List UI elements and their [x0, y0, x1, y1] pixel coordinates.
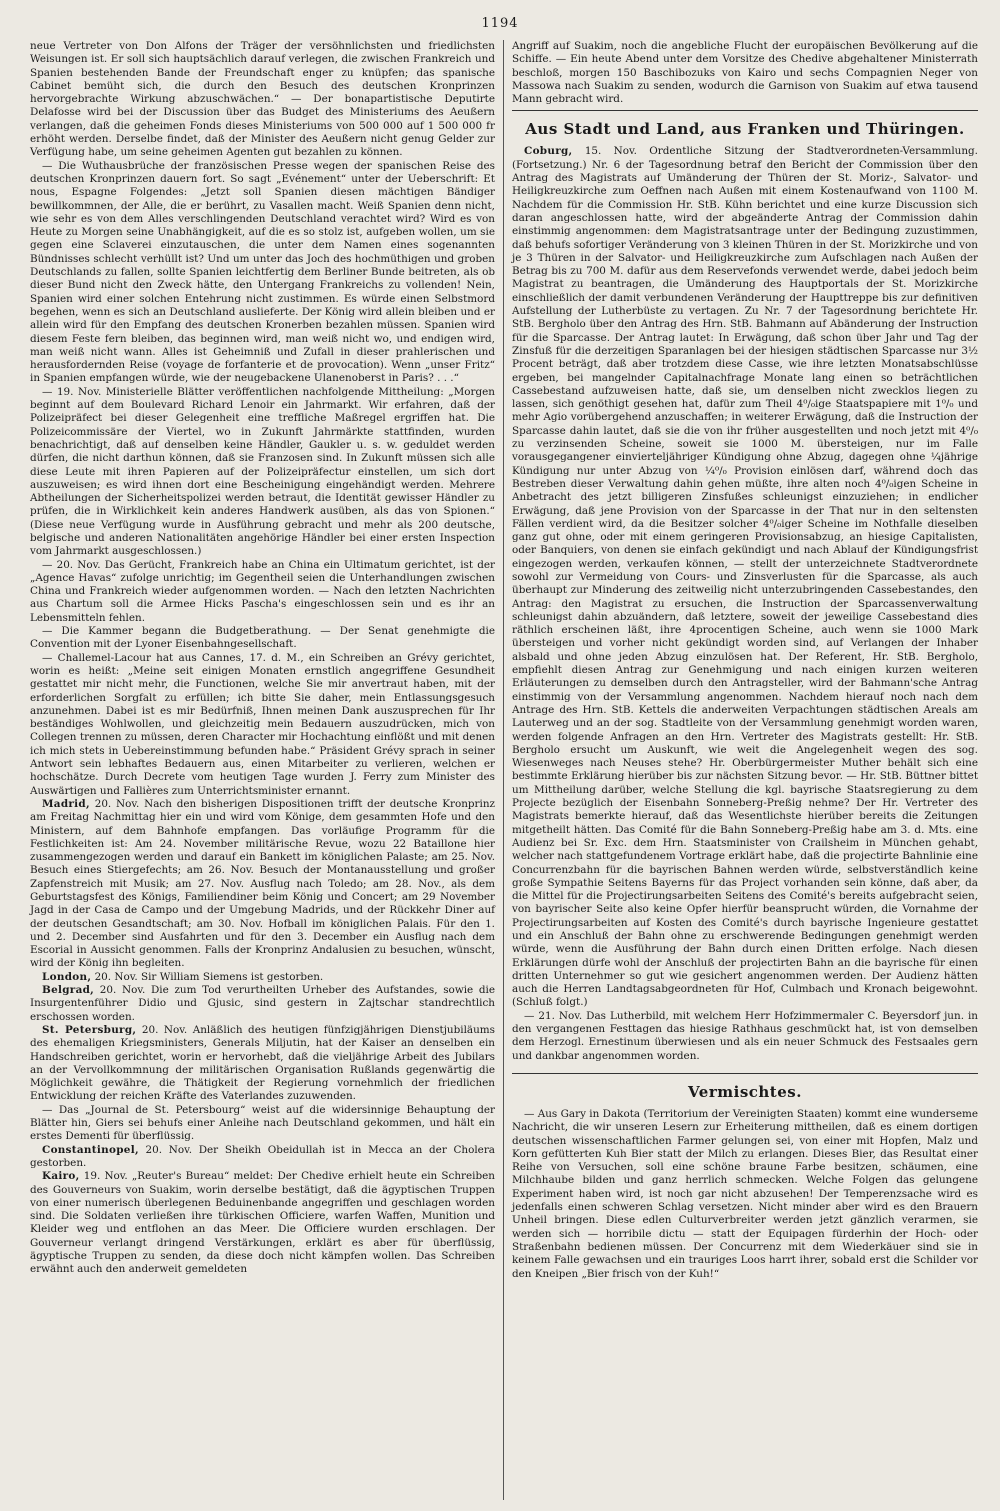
- article-paragraph: — Die Wuthausbrüche der französischen Presse wegen der spanischen Reise des deutschen Kronprinzen dauern fort. So sagt „Evénement“ unter der Ueberschrift: Et nous, Espagne Folgendes: „Jetzt soll Spanien diesen mächtigen Bändiger bewillkommnen, der Alle, die er berührt, zu Vasallen macht. Weiß Spanien denn nicht, wie sehr es von dem Alles verschlingenden Deutschland verachtet wird? Wird es von Heute zu Morgen seine Unabhängigkeit, auf die es so stolz ist, aufgeben wollen, um sie gegen eine Sclaverei einzutauschen, die unter dem Namen eines sogenannten Bündnisses schlecht verhüllt ist? Und um unter das Joch des hochmüthigen und groben Deutschlands zu fallen, sollte Spanien leichtfertig dem Berliner Bunde beitreten, als ob dieser Bund nicht den Zweck hätte, den Untergang Frankreichs zu vollenden! Nein, Spanien wird einer solchen Entehrung nicht zustimmen. Es würde einen Selbstmord begehen, wenn es sich an Deutschland auslieferte. Der König wird allein bleiben und er allein wird für den Empfang des deutschen Kronerben bezahlen müssen. Spanien wird diesem Feste fern bleiben, das beginnen wird, man weiß nicht wo, und endigen wird, man weiß nicht wann. Alles ist Geheimniß und Zufall in dieser prahlerischen und herausfordernden Reise (voyage de forfanterie et de provocation). Wenn „unser Fritz“ in Spanien empfangen würde, wie der neugebackene Ulanenoberst in Paris? . . .“: [30, 159, 495, 385]
- page-number: 1194: [481, 16, 519, 31]
- dateline: Kairo,: [42, 1170, 80, 1183]
- dateline: Belgrad,: [42, 984, 95, 997]
- dateline: London,: [42, 970, 92, 983]
- dateline: Madrid,: [42, 797, 90, 810]
- section-rule: [512, 110, 978, 111]
- article-paragraph: — Das „Journal de St. Petersbourg“ weist auf die widersinnige Behauptung der Blätter hin, Giers sei behufs einer Anleihe nach Deutschland gekommen, und hält ein erstes Dementi für überflüssig.: [30, 1103, 495, 1143]
- column-divider: [503, 40, 504, 1500]
- article-paragraph: Constantinopel, 20. Nov. Der Sheikh Obeidullah ist in Mecca an der Cholera gestorben.: [30, 1143, 495, 1169]
- article-paragraph: neue Vertreter von Don Alfons der Träger der versöhnlichsten und friedlichsten Weisungen ist. Er soll sich hauptsächlich darauf verlegen, die zwischen Frankreich und Spanien bestehenden Bande der Freundschaft enger zu knüpfen; das spanische Cabinet bemüht sich, die durch den Besuch des deutschen Kronprinzen hervorgebrachte Wirkung abzuschwächen.“ — Der bonapartistische Deputirte Delafosse wird bei der Discussion über das Budget des Ministeriums des Aeußern verlangen, daß die geheimen Fonds dieses Ministeriums von 500 000 auf 1 500 000 fr erhöht werden. Derselbe findet, daß der Minister des Aeußern nicht genug Gelder zur Verfügung habe, um seine geheimen Agenten gut bezahlen zu können.: [30, 40, 495, 159]
- article-paragraph: Madrid, 20. Nov. Nach den bisherigen Dispositionen trifft der deutsche Kronprinz am Freitag Nachmittag hier ein und wird vom Könige, dem gesammten Hofe und den Ministern, auf dem Bahnhofe empfangen. Das vorläufige Programm für die Festlichkeiten ist: Am 24. November militärische Revue, wozu 22 Bataillone hier zusammengezogen werden und darauf ein Bankett im königlichen Palaste; am 25. Nov. Besuch eines Stiergefechts; am 26. Nov. Besuch der Montanausstellung und großer Zapfenstreich mit Musik; am 27. Nov. Ausflug nach Toledo; am 28. Nov., als dem Geburtstagsfest des Königs, Familiendiner beim König und Concert; am 29 November Jagd in der Casa de Campo und der Umgebung Madrids, und der Rückkehr Diner auf der deutschen Gesandtschaft; am 30. Nov. Hofball im königlichen Palais. Für den 1. und 2. December sind Ausfahrten und für den 3. December ein Ausflug nach dem Escorial in Aussicht genommen. Falls der Kronprinz Andalusien zu besuchen, wünscht, wird der König ihn begleiten.: [30, 797, 495, 970]
- dateline: St. Petersburg,: [42, 1023, 137, 1036]
- article-paragraph: Kairo, 19. Nov. „Reuter's Bureau“ meldet: Der Chedive erhielt heute ein Schreiben des Gouverneurs von Suakim, worin derselbe bestätigt, daß die ägyptischen Truppen von einer numerisch überlegenen Beduinenbande angegriffen und geschlagen worden sind. Die Soldaten verließen ihre türkischen Officiere, warfen Waffen, Munition und Kleider weg und entflohen an das Meer. Die Officiere wurden erschlagen. Der Gouverneur verlangt dringend Verstärkungen, erklärt es aber für überflüssig, ägyptische Truppen zu senden, da diese doch nicht kämpfen wollen. Das Schreiben erwähnt auch den anderweit gemeldeten: [30, 1170, 495, 1276]
- section-heading-stadt: Aus Stadt und Land, aus Franken und Thüringen.: [525, 120, 965, 139]
- dateline: Constantinopel,: [42, 1143, 139, 1156]
- dateline: Coburg,: [524, 145, 573, 158]
- article-paragraph: St. Petersburg, 20. Nov. Anläßlich des heutigen fünfzigjährigen Dienstjubiläums des ehemaligen Kriegsministers, Generals Miljutin, hat der Kaiser an denselben ein Handschreiben gerichtet, worin er hervorhebt, daß die vieljährige Arbeit des Jubilars an der Vervollkommnung der militärischen Organisation Rußlands gegenwärtig die Möglichkeit gewähre, die Thätigkeit der Regierung vornehmlich der friedlichen Entwicklung der reichen Kräfte des Vaterlandes zuzuwenden.: [30, 1023, 495, 1103]
- article-paragraph: Belgrad, 20. Nov. Die zum Tod verurtheilten Urheber des Aufstandes, sowie die Insurgentenführer Didio und Gjusic, sind gestern in Zajtschar standrechtlich erschossen worden.: [30, 984, 495, 1023]
- article-paragraph: — Aus Gary in Dakota (Territorium der Vereinigten Staaten) kommt eine wunderseme Nachricht, die wir unseren Lesern zur Erheiterung mittheilen, daß es einem dortigen deutschen wissenschaftlichen Farmer gelungen sei, von einer mit Hopfen, Malz und Korn gefütterten Kuh Bier statt der Milch zu erlangen. Dieses Bier, das Resultat einer Reihe von Versuchen, soll eine schöne braune Farbe besitzen, schäumen, eine Milchhaube bilden und ganz herrlich schmecken. Welche Folgen das gelungene Experiment haben wird, ist noch gar nicht abzusehen! Der Temperenzsache wird es jedenfalls einen schweren Schlag versetzen. Nicht minder aber wird es den Brauern Unheil bringen. Diese edlen Culturverbreiter werden jetzt gänzlich verarmen, sie werden sich — horribile dictu — statt der Equipagen fürderhin der Hoch- oder Straßenbahn bedienen müssen. Der Concurrenz mit dem Wiederkäuer sind sie in keinem Falle gewachsen und ein trauriges Loos harrt ihrer, sobald erst die Schilder vor den Kneipen „Bier frisch von der Kuh!“: [512, 1107, 978, 1280]
- article-paragraph: London, 20. Nov. Sir William Siemens ist gestorben.: [42, 970, 324, 983]
- article-paragraph: — 19. Nov. Ministerielle Blätter veröffentlichen nachfolgende Mittheilung: „Morgen beginnt auf dem Boulevard Richard Lenoir ein Jahrmarkt. Wir erfahren, daß der Polizeipräfect bei dieser Gelegenheit eine treffliche Maßregel ergriffen hat. Die Polizeicommissäre der Viertel, wo in Zukunft Jahrmärkte stattfinden, wurden benachrichtigt, daß auf denselben keine Händler, Gaukler u. s. w. geduldet werden dürfen, die nicht darthun können, daß sie Franzosen sind. In Zukunft müssen sich alle diese Leute mit ihren Papieren auf der Polizeipräfectur einstellen, um sich dort auszuweisen; es wird ihnen dort eine Bescheinigung eingehändigt werden. Mehrere Abtheilungen der Sicherheitspolizei werden betraut, die Identität gewisser Händler zu prüfen, die in Wirklichkeit kein anderes Handwerk ausüben, als das von Spionen.“ (Diese neue Verfügung wurde in Ausführung gebracht und mehr als 200 deutsche, belgische und anderen Nationalitäten angehörige Händler bei einer ersten Inspection vom Jahrmarkt ausgeschlossen.): [30, 385, 495, 558]
- article-paragraph: Angriff auf Suakim, noch die angebliche Flucht der europäischen Bevölkerung auf die Schiffe. — Ein heute Abend unter dem Vorsitze des Chedive abgehaltener Ministerrath beschloß, morgen 150 Baschibozuks von Kairo und sechs Compagnien Neger von Massowa nach Suakim zu senden, wodurch die Garnison von Suakim auf etwa tausend Mann gebracht wird.: [512, 40, 978, 106]
- article-paragraph: — Challemel-Lacour hat aus Cannes, 17. d. M., ein Schreiben an Grévy gerichtet, worin es heißt: „Meine seit einigen Monaten ernstlich angegriffene Gesundheit gestattet mir nicht mehr, die Functionen, welche Sie mir anvertraut haben, mit der erforderlichen Sorgfalt zu erfüllen; ich bitte Sie daher, mein Entlassungsgesuch anzunehmen. Dabei ist es mir Bedürfniß, Ihnen meinen Dank auszusprechen für Ihr beständiges Wohlwollen, und gleichzeitig mein Bedauern auszudrücken, mich von Collegen trennen zu müssen, deren Character mir Hochachtung einflößt und mit denen ich mich stets in Uebereinstimmung befunden habe.“ Präsident Grévy sprach in seiner Antwort sein lebhaftes Bedauern aus, einen Mitarbeiter zu verlieren, welchen er hochschätze. Durch Decrete vom heutigen Tage wurden J. Ferry zum Minister des Auswärtigen und Fallières zum Unterrichtsminister ernannt.: [30, 651, 495, 797]
- left-column: [30, 40, 495, 1277]
- section-rule: [512, 1073, 978, 1074]
- section-heading-vermischtes: Vermischtes.: [688, 1082, 802, 1101]
- article-paragraph: — Die Kammer begann die Budgetberathung. — Der Senat genehmigte die Convention mit der Lyoner Eisenbahngesellschaft.: [30, 625, 495, 651]
- article-paragraph: — 20. Nov. Das Gerücht, Frankreich habe an China ein Ultimatum gerichtet, ist der „Agence Havas“ zufolge unrichtig; im Gegentheil seien die Unterhandlungen zwischen China und Frankreich wieder aufgenommen worden. — Nach den letzten Nachrichten aus Chartum soll die Armee Hicks Pascha's eingeschlossen sein und es ihr an Lebensmitteln fehlen.: [30, 558, 495, 624]
- article-paragraph: Coburg, 15. Nov. Ordentliche Sitzung der Stadtverordneten-Versammlung. (Fortsetzung.) Nr. 6 der Tagesordnung betraf den Bericht der Commission über den Antrag des Magistrats auf Umänderung der Thüren der St. Moriz-, Salvator- und Heiligkreuzkirche zum Oeffnen nach Außen mit einem Kostenaufwand von 1100 M. Nachdem für die Commission Hr. StB. Kühn berichtet und eine kurze Discussion sich daran angeschlossen hatte, wird der abgeänderte Antrag der Commission dahin einstimmig angenommen: dem Magistratsantrage unter der Bedingung zuzustimmen, daß behufs sofortiger Veränderung von 3 kleinen Thüren in der St. Morizkirche und von je 3 Thüren in der Salvator- und Heiligkreuzkirche zum Aufschlagen nach Außen der Betrag bis zu 700 M. dafür aus dem Reservefonds verwendet werde, dabei jedoch beim Magistrat zu beantragen, die Umänderung des Hauptportals der St. Morizkirche einschließlich der damit verbundenen Veränderung der Haupttreppe bis zur definitiven Aufstellung der Lutherbüste zu vertagen. Zu Nr. 7 der Tagesordnung berichtete Hr. StB. Bergholo über den Antrag des Hrn. StB. Bahmann auf Abänderung der Instruction für die Sparcasse. Der Antrag lautet: In Erwägung, daß schon über Jahr und Tag der Zinsfuß für die derzeitigen Sparanlagen bei der hiesigen städtischen Sparcasse nur 3½ Procent beträgt, daß aber trotzdem diese Casse, wie ihre letzten Monatsabschlüsse ergeben, bei mangelnder Capitalnachfrage Monate lang einen so beträchtlichen Cassebestand aufzuweisen hatte, daß sie, um denselben nicht zwecklos liegen zu lassen, sich genöthigt gesehen hat, dafür zum Theil 4⁰/₀ige Staatspapiere mit 1⁰/₀ und mehr Agio vorübergehend anzuschaffen; in weiterer Erwägung, daß die Instruction der Sparcasse dahin lautet, daß sie die von ihr früher ausgestellten und noch jetzt mit 4⁰/₀ zu verzinsenden Scheine, soweit sie 1000 M. übersteigen, nur im Falle vorausgegangener einvierteljähriger Kündigung ohne Abzug, dagegen ohne ¼jährige Kündigung nur unter Abzug von ¼⁰/₀ Provision einlösen darf, während doch das Bestreben dieser Verwaltung dahin gehen müßte, ihre alten noch 4⁰/₀igen Scheine in Anbetracht des jetzt billigeren Zinsfußes schleunigst einzuziehen; in endlicher Erwägung, daß jene Provision von der Sparcasse in der That nur in den seltensten Fällen verdient wird, da die Besitzer solcher 4⁰/₀iger Scheine im Nothfalle dieselben ganz gut ohne, oder mit einem geringeren Provisionsabzug, an hiesige Capitalisten, oder Banquiers, von denen sie einfach gekündigt und nach Ablauf der Kündigungsfrist eingezogen werden, verkaufen können, — stellt der unterzeichnete Stadtverordnete sowohl zur Vermeidung von Cours- und Zinsverlusten für die Sparcasse, als auch überhaupt zur Minderung des zeitweilig nicht unterzubringenden Cassebestandes, den Antrag: den Magistrat zu ersuchen, die Instruction der Sparcassenverwaltung schleunigst dahin abzuändern, daß letztere, soweit der jeweilige Cassebestand dies räthlich erscheinen läßt, ihre 4procentigen Scheine, auch wenn sie 1000 Mark übersteigen und vorher nicht gekündigt worden sind, auf Verlangen der Inhaber alsbald und ohne jeden Abzug einzulösen hat. Der Referent, Hr. StB. Bergholo, empfiehlt diesen Antrag zur Genehmigung und nach einigen kurzen weiteren Erläuterungen zu demselben durch den Antragsteller, wird der Bahmann'sche Antrag einstimmig von der Versammlung angenommen. Nachdem hierauf noch nach dem Antrage des Hrn. StB. Kettels die anderweiten Verpachtungen städtischen Areals am Lauterweg und an der sog. Stadtleite von der Versammlung genehmigt worden waren, werden folgende Anfragen an den Hrn. Vertreter des Magistrats gestellt: Hr. StB. Bergholo ersucht um Auskunft, wie weit die Angelegenheit wegen des sog. Wiesenweges nach Neuses stehe? Hr. Oberbürgermeister Muther behält sich eine bestimmte Erklärung hierüber bis zur nächsten Sitzung bevor. — Hr. StB. Büttner bittet um Mittheilung darüber, welche Stellung die kgl. bayrische Staatsregierung zu dem Projecte bezüglich der Eisenbahn Sonneberg-Preßig nehme? Der Hr. Vertreter des Magistrats bemerkte hierauf, daß das Wesentlichste hierüber bereits die Zeitungen mitgetheilt hätten. Das Comité für die Bahn Sonneberg-Preßig habe am 3. d. Mts. eine Audienz bei Sr. Exc. dem Hrn. Staatsminister von Crailsheim in München gehabt, welcher nach stattgefundenem Vortrage erklärt habe, daß die projectirte Bahnlinie eine Concurrenzbahn für die bayrischen Bahnen werden würde, selbstverständlich keine große Sympathie Seitens Bayerns für das Project vorhanden sein könne, daß aber, da die Mittel für die Projectirungsarbeiten Seitens des Comité's bereits aufgebracht seien, von bayrischer Seite also keine Opfer hierfür beansprucht würden, die Vornahme der Projectirungsarbeiten auf Kosten des Comité's durch bayrische Ingenieure gestattet und ein Anschluß der Bahn ohne zu erschwerende Bedingungen genehmigt werden würde, wenn die Ausführung der Bahn durch einen Dritten erfolge. Nach diesen Erklärungen dürfe wohl der Anschluß der projectirten Bahn an die bayrische für einen dritten Unternehmer so gut wie gesichert angenommen werden. Der Audienz hätten auch die Herren Landtagsabgeordneten für Hof, Culmbach und Kronach beigewohnt. (Schluß folgt.): [512, 145, 978, 1009]
- article-paragraph: — 21. Nov. Das Lutherbild, mit welchem Herr Hofzimmermaler C. Beyersdorf jun. in den vergangenen Festtagen das hiesige Rathhaus geschmückt hat, ist von demselben dem Herzogl. Ernestinum überwiesen und als ein neuer Schmuck des Festsaales gern und dankbar angenommen worden.: [512, 1009, 978, 1062]
- right-column: [512, 40, 978, 1281]
